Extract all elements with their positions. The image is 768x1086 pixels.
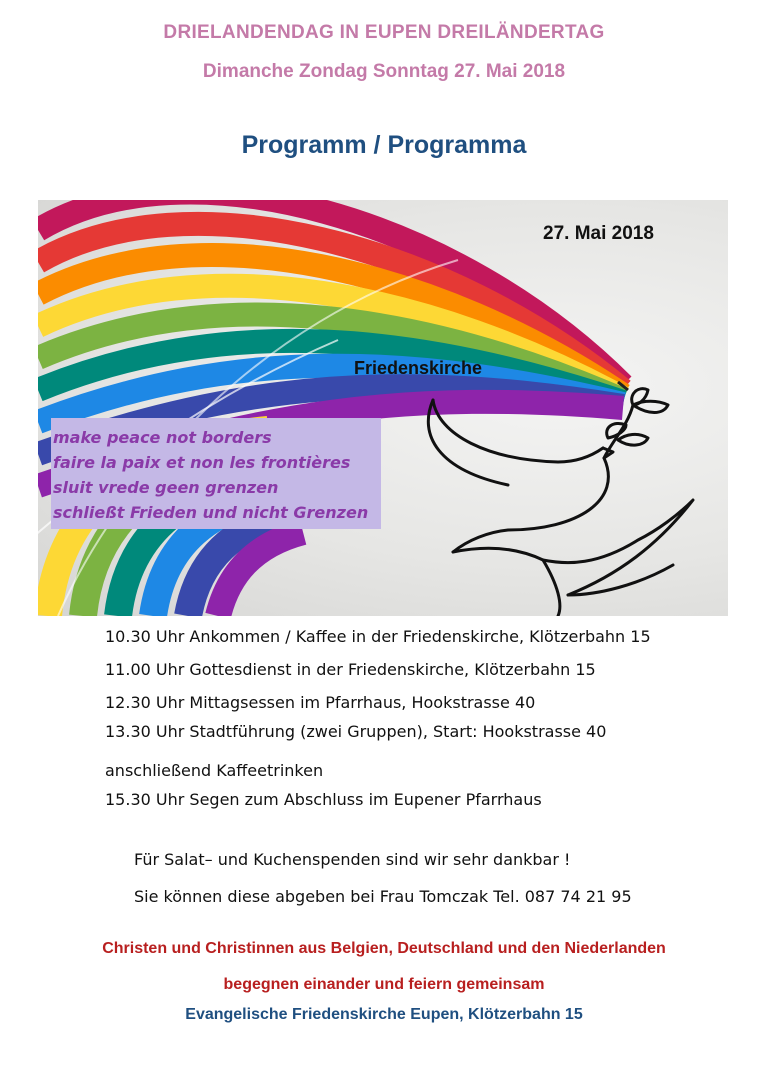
banner-image <box>38 200 728 616</box>
footer-line-2: begegnen einander und feiern gemeinsam <box>223 976 545 993</box>
contact-note: Sie können diese abgeben bei Frau Tomczak Tel. 087 74 21 95 <box>134 887 632 906</box>
donations-note: Für Salat– und Kuchenspenden sind wir sehr dankbar ! <box>134 850 571 869</box>
schedule-item: 12.30 Uhr Mittagsessen im Pfarrhaus, Hookstrasse 40 <box>105 693 536 712</box>
schedule-item: 15.30 Uhr Segen zum Abschluss im Eupener Pfarrhaus <box>105 790 542 809</box>
schedule-item: anschließend Kaffeetrinken <box>105 761 324 780</box>
schedule-item: 10.30 Uhr Ankommen / Kaffee in der Friedenskirche, Klötzerbahn 15 <box>105 627 651 646</box>
banner-date: 27. Mai 2018 <box>543 223 654 244</box>
motto-box <box>51 418 381 529</box>
event-date-line: Dimanche Zondag Sonntag 27. Mai 2018 <box>202 61 566 82</box>
motto-line-english: make peace not borders <box>53 428 272 447</box>
footer-address: Evangelische Friedenskirche Eupen, Klötzerbahn 15 <box>185 1006 583 1023</box>
event-title: DRIELANDENDAG IN EUPEN DREILÄNDERTAG <box>163 22 605 43</box>
motto-line-german: schließt Frieden und nicht Grenzen <box>53 503 369 522</box>
motto-line-dutch: sluit vrede geen grenzen <box>53 478 279 497</box>
program-heading: Programm / Programma <box>241 131 527 159</box>
motto-line-french: faire la paix et non les frontières <box>53 453 351 472</box>
banner-church-name: Friedenskirche <box>354 358 483 378</box>
footer-line-1: Christen und Christinnen aus Belgien, Deutschland und den Niederlanden <box>102 940 666 957</box>
dove-icon <box>428 389 693 616</box>
rainbow-swirl-icon <box>38 200 728 616</box>
schedule-item: 11.00 Uhr Gottesdienst in der Friedenskirche, Klötzerbahn 15 <box>105 660 596 679</box>
schedule-item: 13.30 Uhr Stadtführung (zwei Gruppen), Start: Hookstrasse 40 <box>105 722 607 741</box>
